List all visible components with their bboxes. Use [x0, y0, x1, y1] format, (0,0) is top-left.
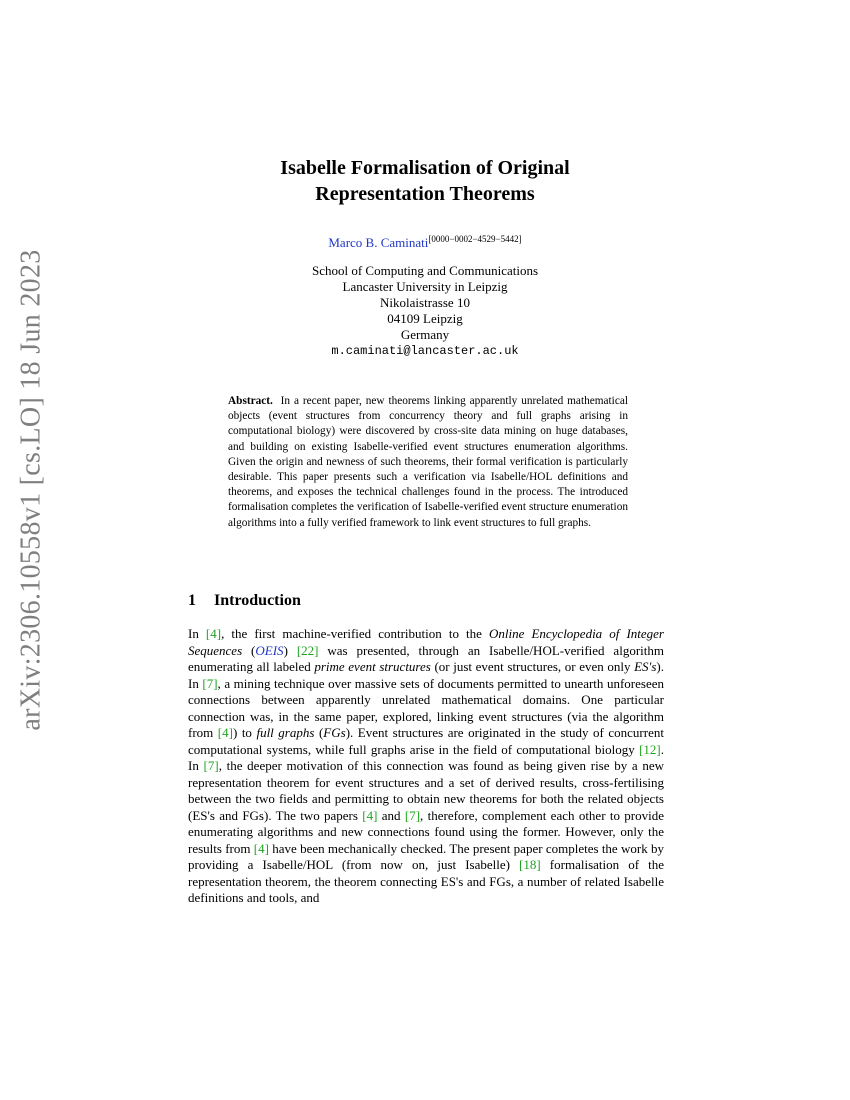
affiliation-line-5: Germany	[400, 327, 450, 342]
citation-link[interactable]: [7]	[203, 758, 219, 773]
body-text-segment: ). Event structures are originated in the study of concurrent computational systems, while full graphs arise in the field of computational biology	[188, 725, 664, 757]
body-text-segment: have been mechanically checked. The present paper completes the work by providing a Isabelle/HOL (from now on, just Isabelle)	[188, 840, 664, 872]
title-line-1: Isabelle Formalisation of Original	[280, 157, 570, 179]
affiliation-line-3: Nikolaistrasse 10	[380, 295, 470, 310]
oeis-link[interactable]: OEIS	[255, 642, 284, 658]
citation-link[interactable]: [12]	[639, 741, 661, 757]
body-text-segment: (	[242, 642, 256, 658]
abstract	[228, 394, 628, 531]
body-text-segment: (or just event structures, or even only	[430, 659, 635, 674]
body-text-segment: . In	[188, 741, 664, 773]
abstract-label: Abstract.	[228, 395, 273, 407]
arxiv-identifier-text: arXiv:2306.10558v1 [cs.LO] 18 Jun 2023	[16, 249, 47, 731]
citation-link[interactable]: [7]	[202, 675, 218, 691]
body-text-segment: , therefore, complement each other to provide enumerating algorithms and new connections found using the former. However, only the results from	[188, 807, 664, 856]
citation-link[interactable]: [22]	[296, 642, 319, 658]
body-text-segment: ). In	[188, 659, 664, 691]
affiliation-line-1: School of Computing and Communications	[311, 263, 539, 278]
body-text-segment: , a mining technique over massive sets of documents permitted to unearth unforeseen connections between apparently unrelated mathematical domains. One particular connection was, in the same paper, explored, linking event structures (via the algorithm from	[188, 675, 664, 740]
citation-link[interactable]: [18]	[519, 857, 541, 872]
body-text-segment: ) to	[232, 725, 257, 740]
emphasis-text: prime event structures	[314, 659, 431, 674]
body-text-segment: formalisation of the representation theorem, the theorem connecting ES's and FGs, a number of related Isabelle definitions and tools, and	[188, 857, 664, 905]
affiliation-line-4: 04109 Leipzig	[387, 311, 463, 326]
body-text-segment: , the deeper motivation of this connection was found as being given rise by a new representation theorem for event structures and a set of derived results, cross-fertilising between the two fields and permitting to obtain new theorems for both the related objects (ES's and FGs). The two papers	[188, 758, 664, 823]
affiliation-block	[0, 263, 850, 359]
abstract-text: In a recent paper, new theorems linking apparently unrelated mathematical objects (event structures from concurrency theory and full graphs arising in computational biology) were discovered by cross-site data mining on huge databases, and building on existing Isabelle-verified event structures enumeration algorithms. Given the origin and newness of such theorems, their formal verification is particularly desirable. This paper presents such a verification via Isabelle/HOL definitions and theorems, and exposes the technical challenges found in the process. The introduced formalisation completes the verification of Isabelle-verified event structure enumeration algorithms into a fully verified framework to link event structures to full graphs.	[228, 395, 628, 529]
citation-link[interactable]: [4]	[217, 725, 233, 740]
author-line	[0, 234, 850, 251]
author-email: m.caminati@lancaster.ac.uk	[331, 344, 519, 358]
citation-link[interactable]: [4]	[253, 840, 269, 856]
introduction-paragraph	[188, 626, 664, 907]
author-name-link[interactable]: Marco B. Caminati	[328, 235, 429, 250]
body-text-segment: )	[283, 642, 297, 658]
section-number: 1	[188, 592, 196, 609]
citation-link[interactable]: [7]	[404, 807, 421, 823]
body-text-segment: , the first machine-verified contribution to the	[221, 626, 489, 641]
emphasis-text: full graphs	[256, 725, 315, 740]
body-text-segment: (	[314, 725, 324, 740]
citation-link[interactable]: [4]	[205, 626, 222, 641]
section-heading	[188, 592, 301, 610]
author-orcid: [0000−0002−4529−5442]	[428, 234, 522, 244]
body-text-segment: and	[377, 807, 405, 823]
affiliation-line-2: Lancaster University in Leipzig	[342, 279, 508, 294]
emphasis-text: FGs	[323, 725, 346, 740]
paper-title	[0, 155, 850, 207]
title-line-2: Representation Theorems	[315, 183, 535, 205]
section-title: Introduction	[214, 592, 301, 609]
body-text-segment: In	[188, 626, 206, 641]
emphasis-text: ES's	[634, 659, 657, 674]
citation-link[interactable]: [4]	[362, 807, 378, 823]
emphasis-text: Online Encyclopedia of Integer Sequences	[188, 626, 664, 658]
body-text-segment: was presented, through an Isabelle/HOL-verified algorithm enumerating all labeled	[188, 642, 664, 674]
